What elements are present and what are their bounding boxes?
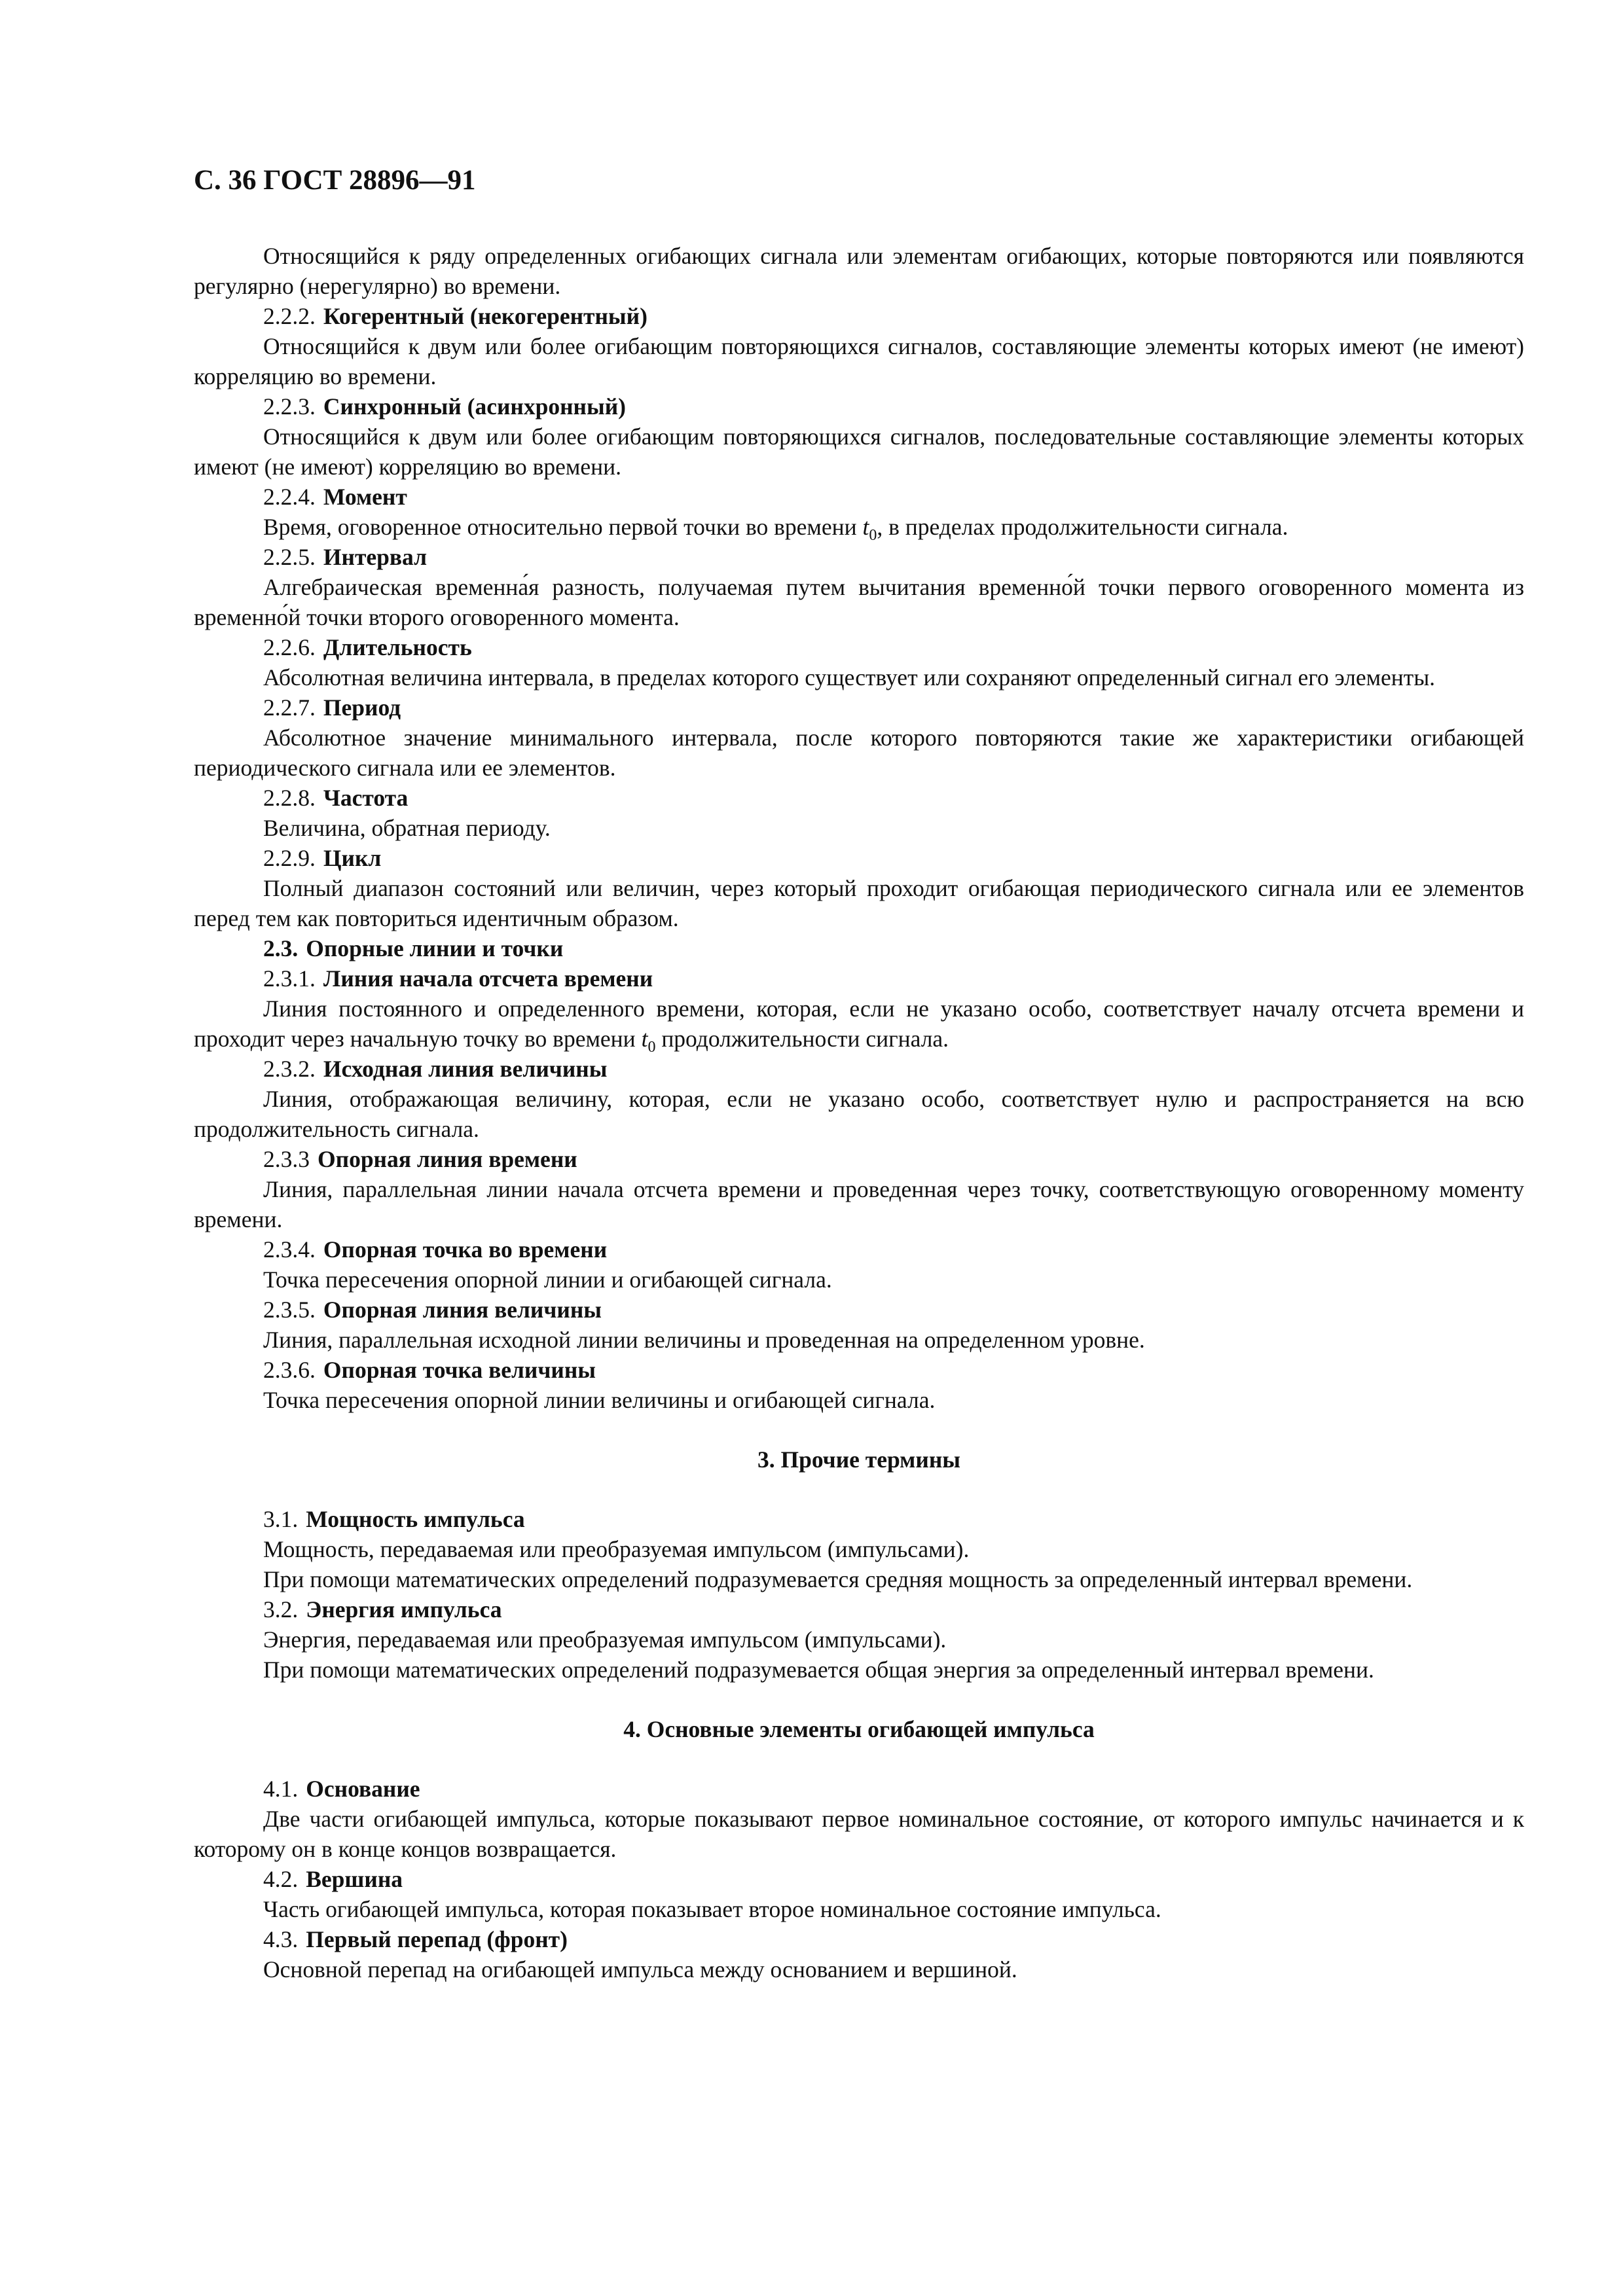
term-definition: Абсолютное значение минимального интервала, после которого повторяются такие же характеристики огибающей периодического сигнала или ее элементов. (194, 724, 1524, 781)
term-heading-4-3 (194, 1924, 1524, 1954)
term-definition: Относящийся к двум или более огибающим повторяющихся сигналов, составляющие элементы которых имеют (не имеют) корреляцию во времени. (194, 332, 1524, 389)
term-heading-2-3-3 (194, 1144, 1524, 1174)
term-number: 2.2.8. (263, 784, 316, 811)
term-definition: При помощи математических определений подразумевается средняя мощность за определенный интервал времени. (263, 1566, 1413, 1592)
variable-t: t (641, 1025, 648, 1052)
term-definition (194, 512, 1524, 542)
term-heading-3-2 (194, 1594, 1524, 1624)
term-heading-2-3-1 (194, 963, 1524, 994)
term-number: 2.2.2. (263, 302, 316, 329)
term-definition: Две части огибающей импульса, которые показывают первое номинальное состояние, от которого импульс начинается и к которому он в конце концов возвращается. (194, 1805, 1524, 1862)
term-definition (194, 994, 1524, 1054)
term-definition: Часть огибающей импульса, которая показывает второе номинальное состояние импульса. (263, 1895, 1161, 1922)
term-definition: Мощность, передаваемая или преобразуемая импульсом (импульсами). (263, 1535, 970, 1562)
subscript: 0 (647, 1038, 656, 1056)
document-page (194, 164, 1524, 1984)
term-heading-2-2-5 (194, 542, 1524, 572)
term-heading-2-2-6 (194, 632, 1524, 662)
subsection-heading-2-3 (194, 933, 1524, 963)
term-name: Основание (306, 1775, 420, 1802)
term-number: 4.1. (263, 1775, 299, 1802)
term-heading-2-3-2 (194, 1054, 1524, 1084)
term-definition: Линия, параллельная исходной линии величины и проведенная на определенном уровне. (263, 1326, 1145, 1353)
definition-text: , в пределах продолжительности сигнала. (877, 513, 1288, 540)
term-definition: Энергия, передаваемая или преобразуемая импульсом (импульсами). (263, 1626, 947, 1653)
term-definition: Абсолютная величина интервала, в пределах которого существует или сохраняют определенный сигнал его элементы. (263, 664, 1436, 691)
term-name: Момент (323, 483, 407, 510)
term-name: Опорная точка величины (323, 1356, 596, 1383)
definition-text: Линия постоянного и определенного времени, которая, если не указано особо, соответствует началу отсчета времени и проходит через начальную точку во времени (194, 995, 1524, 1052)
term-number: 2.3.6. (263, 1356, 316, 1383)
term-definition: Величина, обратная периоду. (263, 814, 551, 841)
term-name: Мощность импульса (306, 1505, 525, 1532)
term-name: Интервал (323, 543, 428, 570)
term-heading-2-2-4 (194, 482, 1524, 512)
term-definition: Алгебраическая временна́я разность, получаемая путем вычитания временно́й точки первого оговоренного момента из временно́й точки второго оговоренного момента. (194, 573, 1524, 630)
term-definition: Линия, отображающая величину, которая, если не указано особо, соответствует нулю и распространяется на всю продолжительность сигнала. (194, 1085, 1524, 1142)
term-number: 3.1. (263, 1505, 299, 1532)
term-number: 2.3.3 (263, 1145, 310, 1172)
term-name: Синхронный (асинхронный) (323, 393, 626, 420)
term-number: 2.2.9. (263, 844, 316, 871)
term-definition: Точка пересечения опорной линии величины и огибающей сигнала. (263, 1386, 936, 1413)
term-number: 3.2. (263, 1596, 299, 1623)
term-number: 2.2.5. (263, 543, 316, 570)
term-name: Опорные линии и точки (306, 935, 564, 961)
term-definition: Точка пересечения опорной линии и огибающей сигнала. (263, 1266, 832, 1293)
term-definition: При помощи математических определений подразумевается общая энергия за определенный интервал времени. (263, 1656, 1374, 1683)
term-number: 2.2.4. (263, 483, 316, 510)
term-number: 4.2. (263, 1865, 299, 1892)
term-name: Опорная линия величины (323, 1296, 602, 1323)
term-heading-2-2-9 (194, 843, 1524, 873)
term-name: Опорная точка во времени (323, 1236, 608, 1263)
term-heading-2-3-5 (194, 1295, 1524, 1325)
term-number: 2.2.3. (263, 393, 316, 420)
term-name: Цикл (323, 844, 382, 871)
term-name: Опорная линия времени (318, 1145, 577, 1172)
section-heading-4: 4. Основные элементы огибающей импульса (623, 1715, 1095, 1742)
term-name: Энергия импульса (306, 1596, 502, 1623)
term-definition: Основной перепад на огибающей импульса между основанием и вершиной. (263, 1956, 1017, 1982)
term-heading-4-1 (194, 1774, 1524, 1804)
definition-text: продолжительности сигнала. (655, 1025, 949, 1052)
term-number: 2.3.4. (263, 1236, 316, 1263)
term-heading-2-3-6 (194, 1355, 1524, 1385)
term-number: 4.3. (263, 1926, 299, 1952)
term-heading-2-2-2 (194, 301, 1524, 331)
term-name: Длительность (323, 634, 472, 660)
term-heading-2-3-4 (194, 1234, 1524, 1265)
term-number: 2.3. (263, 935, 299, 961)
term-definition: Полный диапазон состояний или величин, через который проходит огибающая периодического сигнала или ее элементов перед тем как повториться идентичным образом. (194, 874, 1524, 931)
section-heading-3: 3. Прочие термины (757, 1446, 960, 1473)
term-number: 2.2.7. (263, 694, 316, 721)
definition-text: Время, оговоренное относительно первой точки во времени (263, 513, 863, 540)
term-heading-2-2-8 (194, 783, 1524, 813)
term-name: Исходная линия величины (323, 1055, 608, 1082)
term-definition: Относящийся к двум или более огибающим повторяющихся сигналов, последовательные составляющие элементы которых имеют (не имеют) корреляцию во времени. (194, 423, 1524, 480)
term-number: 2.3.2. (263, 1055, 316, 1082)
term-heading-4-2 (194, 1864, 1524, 1894)
term-number: 2.3.1. (263, 965, 316, 992)
term-name: Линия начала отсчета времени (323, 965, 653, 992)
term-heading-2-2-3 (194, 391, 1524, 422)
term-name: Период (323, 694, 401, 721)
variable-t: t (862, 513, 869, 540)
term-name: Когерентный (некогерентный) (323, 302, 647, 329)
page-header: С. 36 ГОСТ 28896—91 (194, 165, 476, 196)
term-name: Частота (323, 784, 409, 811)
term-number: 2.3.5. (263, 1296, 316, 1323)
subscript: 0 (869, 526, 877, 544)
term-definition: Линия, параллельная линии начала отсчета времени и проведенная через точку, соответствующую оговоренному моменту времени. (194, 1175, 1524, 1232)
term-name: Первый перепад (фронт) (306, 1926, 568, 1952)
term-number: 2.2.6. (263, 634, 316, 660)
term-name: Вершина (306, 1865, 403, 1892)
term-heading-2-2-7 (194, 692, 1524, 723)
paragraph: Относящийся к ряду определенных огибающих сигнала или элементам огибающих, которые повторяются или появляются регулярно (нерегулярно) во времени. (194, 242, 1524, 299)
term-heading-3-1 (194, 1504, 1524, 1534)
